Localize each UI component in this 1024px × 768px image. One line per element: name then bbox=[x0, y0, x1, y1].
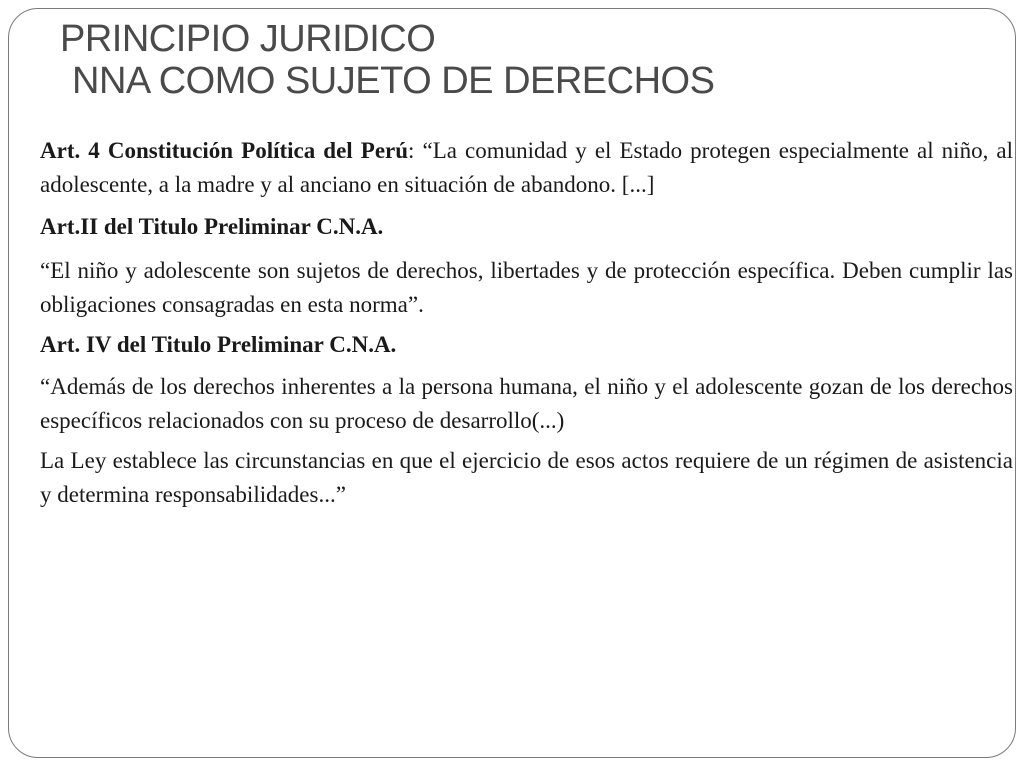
art4-constitution-paragraph bbox=[40, 134, 1013, 202]
art4-cna-text-continued: La Ley establece las circunstancias en que el ejercicio de esos actos requiere de un régimen de asistencia y determina responsabilidades...” bbox=[40, 448, 1013, 507]
art4-cna-heading: Art. IV del Titulo Preliminar C.N.A. bbox=[40, 332, 397, 357]
art4-cna-text: “Además de los derechos inherentes a la persona humana, el niño y el adolescente gozan de los derechos específicos relacionados con su proceso de desarrollo(...) bbox=[40, 374, 1013, 433]
art2-text: “El niño y adolescente son sujetos de derechos, libertades y de protección específica. Deben cumplir las obligaciones consagradas en esta norma”. bbox=[40, 258, 1013, 317]
slide-body bbox=[40, 134, 1013, 512]
art2-heading: Art.II del Titulo Preliminar C.N.A. bbox=[40, 214, 384, 239]
art4-constitution-label: Art. 4 Constitución Política del Perú bbox=[40, 138, 409, 163]
title-line-1: PRINCIPIO JURIDICO bbox=[60, 18, 436, 60]
art4-constitution-text: : “La comunidad y el Estado protegen especialmente al niño, al adolescente, a la madre y al anciano en situación de abandono. [...] bbox=[40, 138, 1013, 197]
title-line-2: NNA COMO SUJETO DE DERECHOS bbox=[72, 60, 715, 102]
slide-title bbox=[60, 18, 714, 102]
